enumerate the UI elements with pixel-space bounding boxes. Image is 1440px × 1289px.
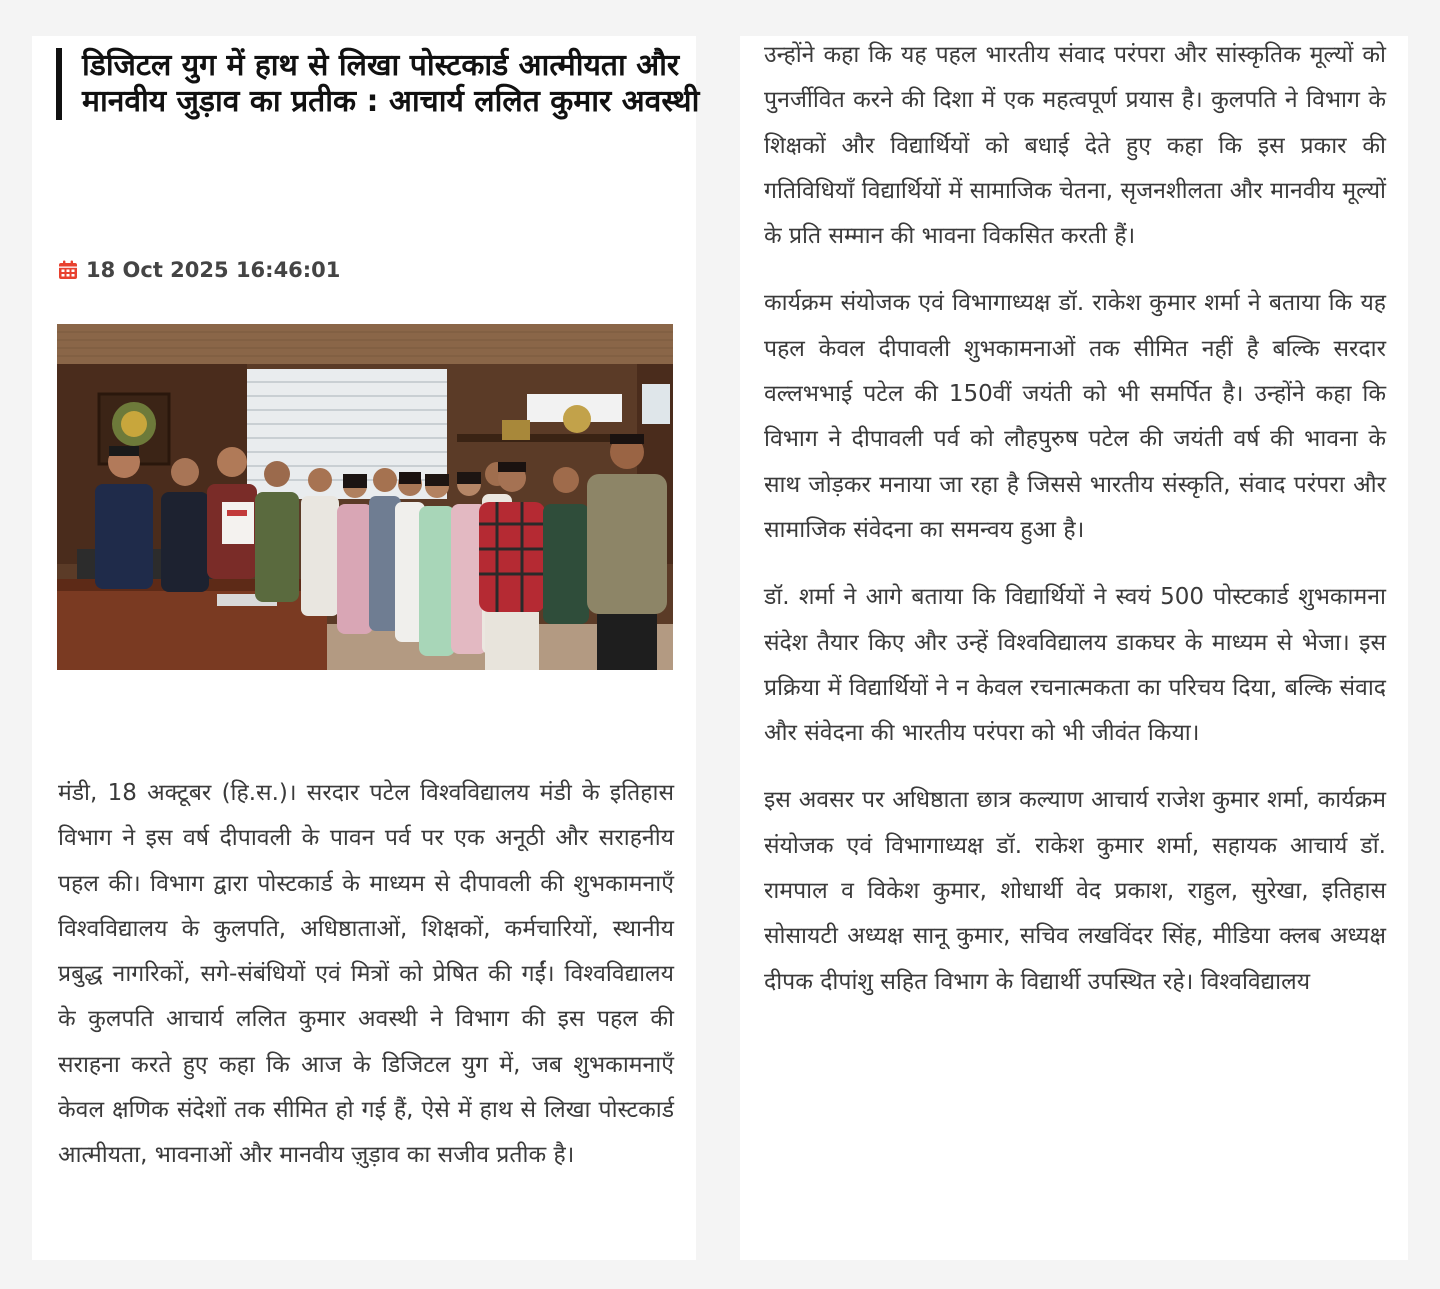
article-paragraph-4: डॉ. शर्मा ने आगे बताया कि विद्यार्थियों ने स्वयं 500 पोस्टकार्ड शुभकामना संदेश तैयार किए और उन्हें विश्वविद्यालय डाकघर के माध्यम से भेजा। इस प्रक्रिया में विद्यार्थियों ने न केवल रचनात्मकता का परिचय दिया, बल्कि संवाद और संवेदना की भारतीय परंपरा को भी जीवंत किया।	[764, 584, 1386, 747]
calendar-icon	[58, 260, 78, 280]
article-right-column	[740, 36, 1408, 1260]
article-photo[interactable]	[57, 324, 673, 670]
group-photo-illustration	[57, 324, 673, 670]
article-dateline	[58, 258, 340, 282]
article-left-column	[32, 36, 700, 1260]
article-paragraph-1: मंडी, 18 अक्टूबर (हि.स.)। सरदार पटेल विश्वविद्यालय मंडी के इतिहास विभाग ने इस वर्ष दीपावली के पावन पर्व पर एक अनूठी और सराहनीय पहल की। विभाग द्वारा पोस्टकार्ड के माध्यम से दीपावली की शुभकामनाएँ विश्वविद्यालय के कुलपति, अधिष्ठाताओं, शिक्षकों, कर्मचारियों, स्थानीय प्रबुद्ध नागरिकों, सगे-संबंधियों एवं मित्रों को प्रेषित की गईं। विश्वविद्यालय के कुलपति आचार्य ललित कुमार अवस्थी ने विभाग की इस पहल की सराहना करते हुए कहा कि आज के डिजिटल युग में, जब शुभकामनाएँ केवल क्षणिक संदेशों तक सीमित हो गई हैं, ऐसे में हाथ से लिखा पोस्टकार्ड आत्मीयता, भावनाओं और मानवीय ज़ुड़ाव का सजीव प्रतीक है।	[58, 780, 674, 1169]
article-paragraph-2: उन्होंने कहा कि यह पहल भारतीय संवाद परंपरा और सांस्कृतिक मूल्यों को पुनर्जीवित करने की दिशा में एक महत्वपूर्ण प्रयास है। कुलपति ने विभाग के शिक्षकों और विद्यार्थियों को बधाई देते हुए कहा कि इस प्रकार की गतिविधियाँ विद्यार्थियों में सामाजिक चेतना, सृजनशीलता और मानवीय मूल्यों के प्रति सम्मान की भावना विकसित करती हैं।	[764, 42, 1386, 250]
article-headline: डिजिटल युग में हाथ से लिखा पोस्टकार्ड आत्मीयता और मानवीय जुड़ाव का प्रतीक : आचार्य ललित कुमार अवस्थी	[82, 48, 700, 119]
article-date: 18 Oct 2025 16:46:01	[86, 258, 341, 282]
headline-block	[56, 48, 702, 120]
article-continuation	[764, 33, 1386, 1005]
article-paragraph-5: इस अवसर पर अधिष्ठाता छात्र कल्याण आचार्य राजेश कुमार शर्मा, कार्यक्रम संयोजक एवं विभागाध्यक्ष डॉ. राकेश कुमार शर्मा, सहायक आचार्य डॉ. रामपाल व विकेश कुमार, शोधार्थी वेद प्रकाश, राहुल, सुरेखा, इतिहास सोसायटी अध्यक्ष सानू कुमार, सचिव लखविंदर सिंह, मीडिया क्लब अध्यक्ष दीपक दीपांशु सहित विभाग के विद्यार्थी उपस्थित रहे। विश्वविद्यालय	[764, 787, 1386, 995]
article-paragraph-3: कार्यक्रम संयोजक एवं विभागाध्यक्ष डॉ. राकेश कुमार शर्मा ने बताया कि यह पहल केवल दीपावली शुभकामनाओं तक सीमित नहीं है बल्कि सरदार वल्लभभाई पटेल की 150वीं जयंती को भी समर्पित है। उन्होंने कहा कि विभाग ने दीपावली पर्व को लौहपुरुष पटेल की जयंती वर्ष की भावना के साथ जोड़कर मनाया जा रहा है जिससे भारतीय संस्कृति, संवाद परंपरा और सामाजिक संवेदना का समन्वय हुआ है।	[764, 290, 1386, 543]
